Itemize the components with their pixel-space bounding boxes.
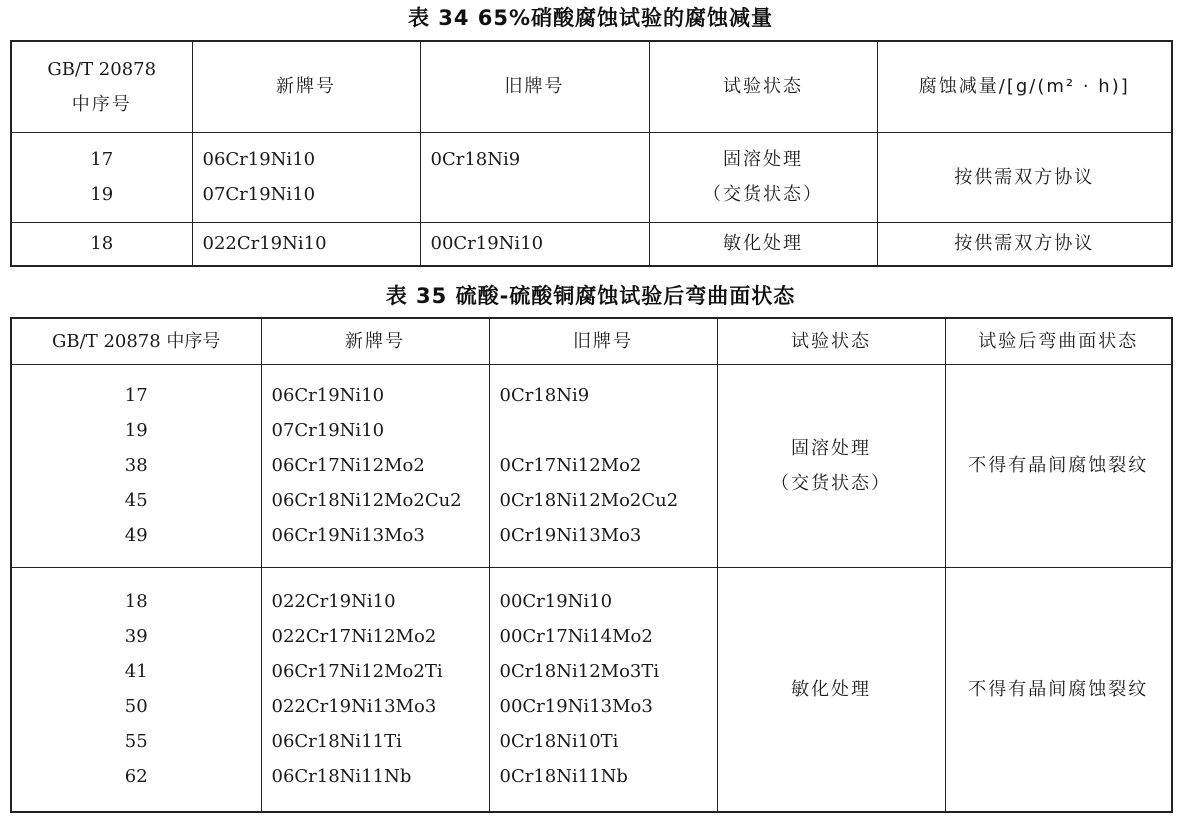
table-34-header-row — [11, 41, 1172, 132]
condition-cell: 敏化处理 — [717, 567, 945, 812]
condition-cell — [717, 364, 945, 567]
seq-value: 62 — [124, 766, 148, 788]
new-grade-cell: 022Cr19Ni10 — [192, 222, 420, 266]
seq-value: 19 — [124, 420, 148, 441]
grade-value: 06Cr18Ni11Ti — [271, 731, 402, 753]
grade-value: 07Cr19Ni10 — [202, 184, 316, 205]
header-condition: 试验状态 — [717, 318, 945, 364]
header-old-grade: 旧牌号 — [489, 318, 717, 364]
condition-value: （交货状态） — [703, 184, 823, 205]
seq-value: 45 — [124, 490, 148, 511]
table-34 — [10, 40, 1173, 267]
table-row-group — [11, 364, 1172, 567]
new-grade-cell — [192, 132, 420, 222]
grade-value: 0Cr17Ni12Mo2 — [499, 455, 642, 476]
grade-value: 06Cr19Ni10 — [271, 385, 385, 406]
loss-cell: 按供需双方协议 — [877, 222, 1172, 266]
grade-value — [500, 413, 717, 448]
header-seq — [11, 41, 192, 132]
grade-value: 0Cr18Ni12Mo2Cu2 — [499, 490, 679, 511]
old-grade-cell — [489, 364, 717, 567]
condition-value: 固溶处理 — [723, 149, 803, 170]
header-new-grade: 新牌号 — [261, 318, 489, 364]
grade-value: 06Cr17Ni12Mo2Ti — [271, 661, 443, 683]
table-row — [11, 132, 1172, 222]
old-grade-cell — [489, 567, 717, 812]
old-grade-cell: 00Cr19Ni10 — [420, 222, 649, 266]
header-seq-line1: GB/T 20878 — [47, 58, 157, 80]
seq-value: 17 — [124, 385, 148, 406]
grade-value: 0Cr18Ni10Ti — [499, 731, 619, 753]
header-bend-surface: 试验后弯曲面状态 — [945, 318, 1172, 364]
seq-value: 39 — [124, 626, 148, 648]
seq-value: 41 — [124, 661, 148, 683]
loss-cell: 按供需双方协议 — [877, 132, 1172, 222]
table-34-caption: 表 34 65%硝酸腐蚀试验的腐蚀减量 — [407, 6, 774, 30]
seq-value: 19 — [90, 184, 114, 205]
new-grade-cell — [261, 364, 489, 567]
seq-value: 17 — [90, 149, 114, 170]
seq-value: 49 — [124, 525, 148, 546]
grade-value: 06Cr19Ni10 — [202, 149, 316, 170]
seq-cell — [11, 364, 261, 567]
seq-cell — [11, 132, 192, 222]
header-seq-line2: 中序号 — [71, 93, 132, 115]
new-grade-cell — [261, 567, 489, 812]
condition-cell — [649, 132, 877, 222]
seq-cell — [11, 567, 261, 812]
seq-value: 38 — [124, 455, 148, 476]
table-35-header-row — [11, 318, 1172, 364]
grade-value: 0Cr18Ni11Nb — [499, 766, 628, 788]
grade-value: 022Cr19Ni13Mo3 — [271, 696, 437, 718]
grade-value: 0Cr18Ni9 — [430, 148, 521, 170]
grade-value: 0Cr18Ni9 — [499, 385, 590, 406]
grade-value: 06Cr18Ni11Nb — [271, 766, 412, 788]
table-row-group — [11, 567, 1172, 812]
old-grade-cell — [420, 132, 649, 222]
header-seq: GB/T 20878 中序号 — [11, 318, 261, 364]
grade-value: 06Cr19Ni13Mo3 — [271, 525, 425, 546]
seq-value: 50 — [124, 696, 148, 718]
grade-value: 0Cr18Ni12Mo3Ti — [499, 661, 660, 683]
grade-value: 07Cr19Ni10 — [271, 420, 385, 441]
grade-value: 00Cr19Ni10 — [499, 591, 613, 613]
header-new-grade: 新牌号 — [192, 41, 420, 132]
surface-cell: 不得有晶间腐蚀裂纹 — [945, 364, 1172, 567]
seq-value: 18 — [124, 591, 148, 613]
header-corrosion-loss: 腐蚀减量/[g/(m² · h)] — [877, 41, 1172, 132]
grade-value: 06Cr18Ni12Mo2Cu2 — [271, 490, 462, 511]
condition-value: （交货状态） — [771, 472, 891, 494]
grade-value: 06Cr17Ni12Mo2 — [271, 455, 425, 476]
table-35-caption: 表 35 硫酸-硫酸铜腐蚀试验后弯曲面状态 — [385, 284, 796, 308]
table-35 — [10, 317, 1173, 813]
header-old-grade: 旧牌号 — [420, 41, 649, 132]
grade-value: 00Cr19Ni13Mo3 — [499, 696, 653, 718]
seq-value: 55 — [124, 731, 148, 753]
header-condition: 试验状态 — [649, 41, 877, 132]
surface-cell: 不得有晶间腐蚀裂纹 — [945, 567, 1172, 812]
condition-cell: 敏化处理 — [649, 222, 877, 266]
table-row — [11, 222, 1172, 266]
condition-value: 固溶处理 — [791, 437, 871, 459]
grade-value: 022Cr17Ni12Mo2 — [271, 626, 437, 648]
grade-value: 022Cr19Ni10 — [271, 591, 396, 613]
grade-value: 0Cr19Ni13Mo3 — [499, 525, 642, 546]
seq-cell: 18 — [11, 222, 192, 266]
grade-value: 00Cr17Ni14Mo2 — [499, 626, 653, 648]
